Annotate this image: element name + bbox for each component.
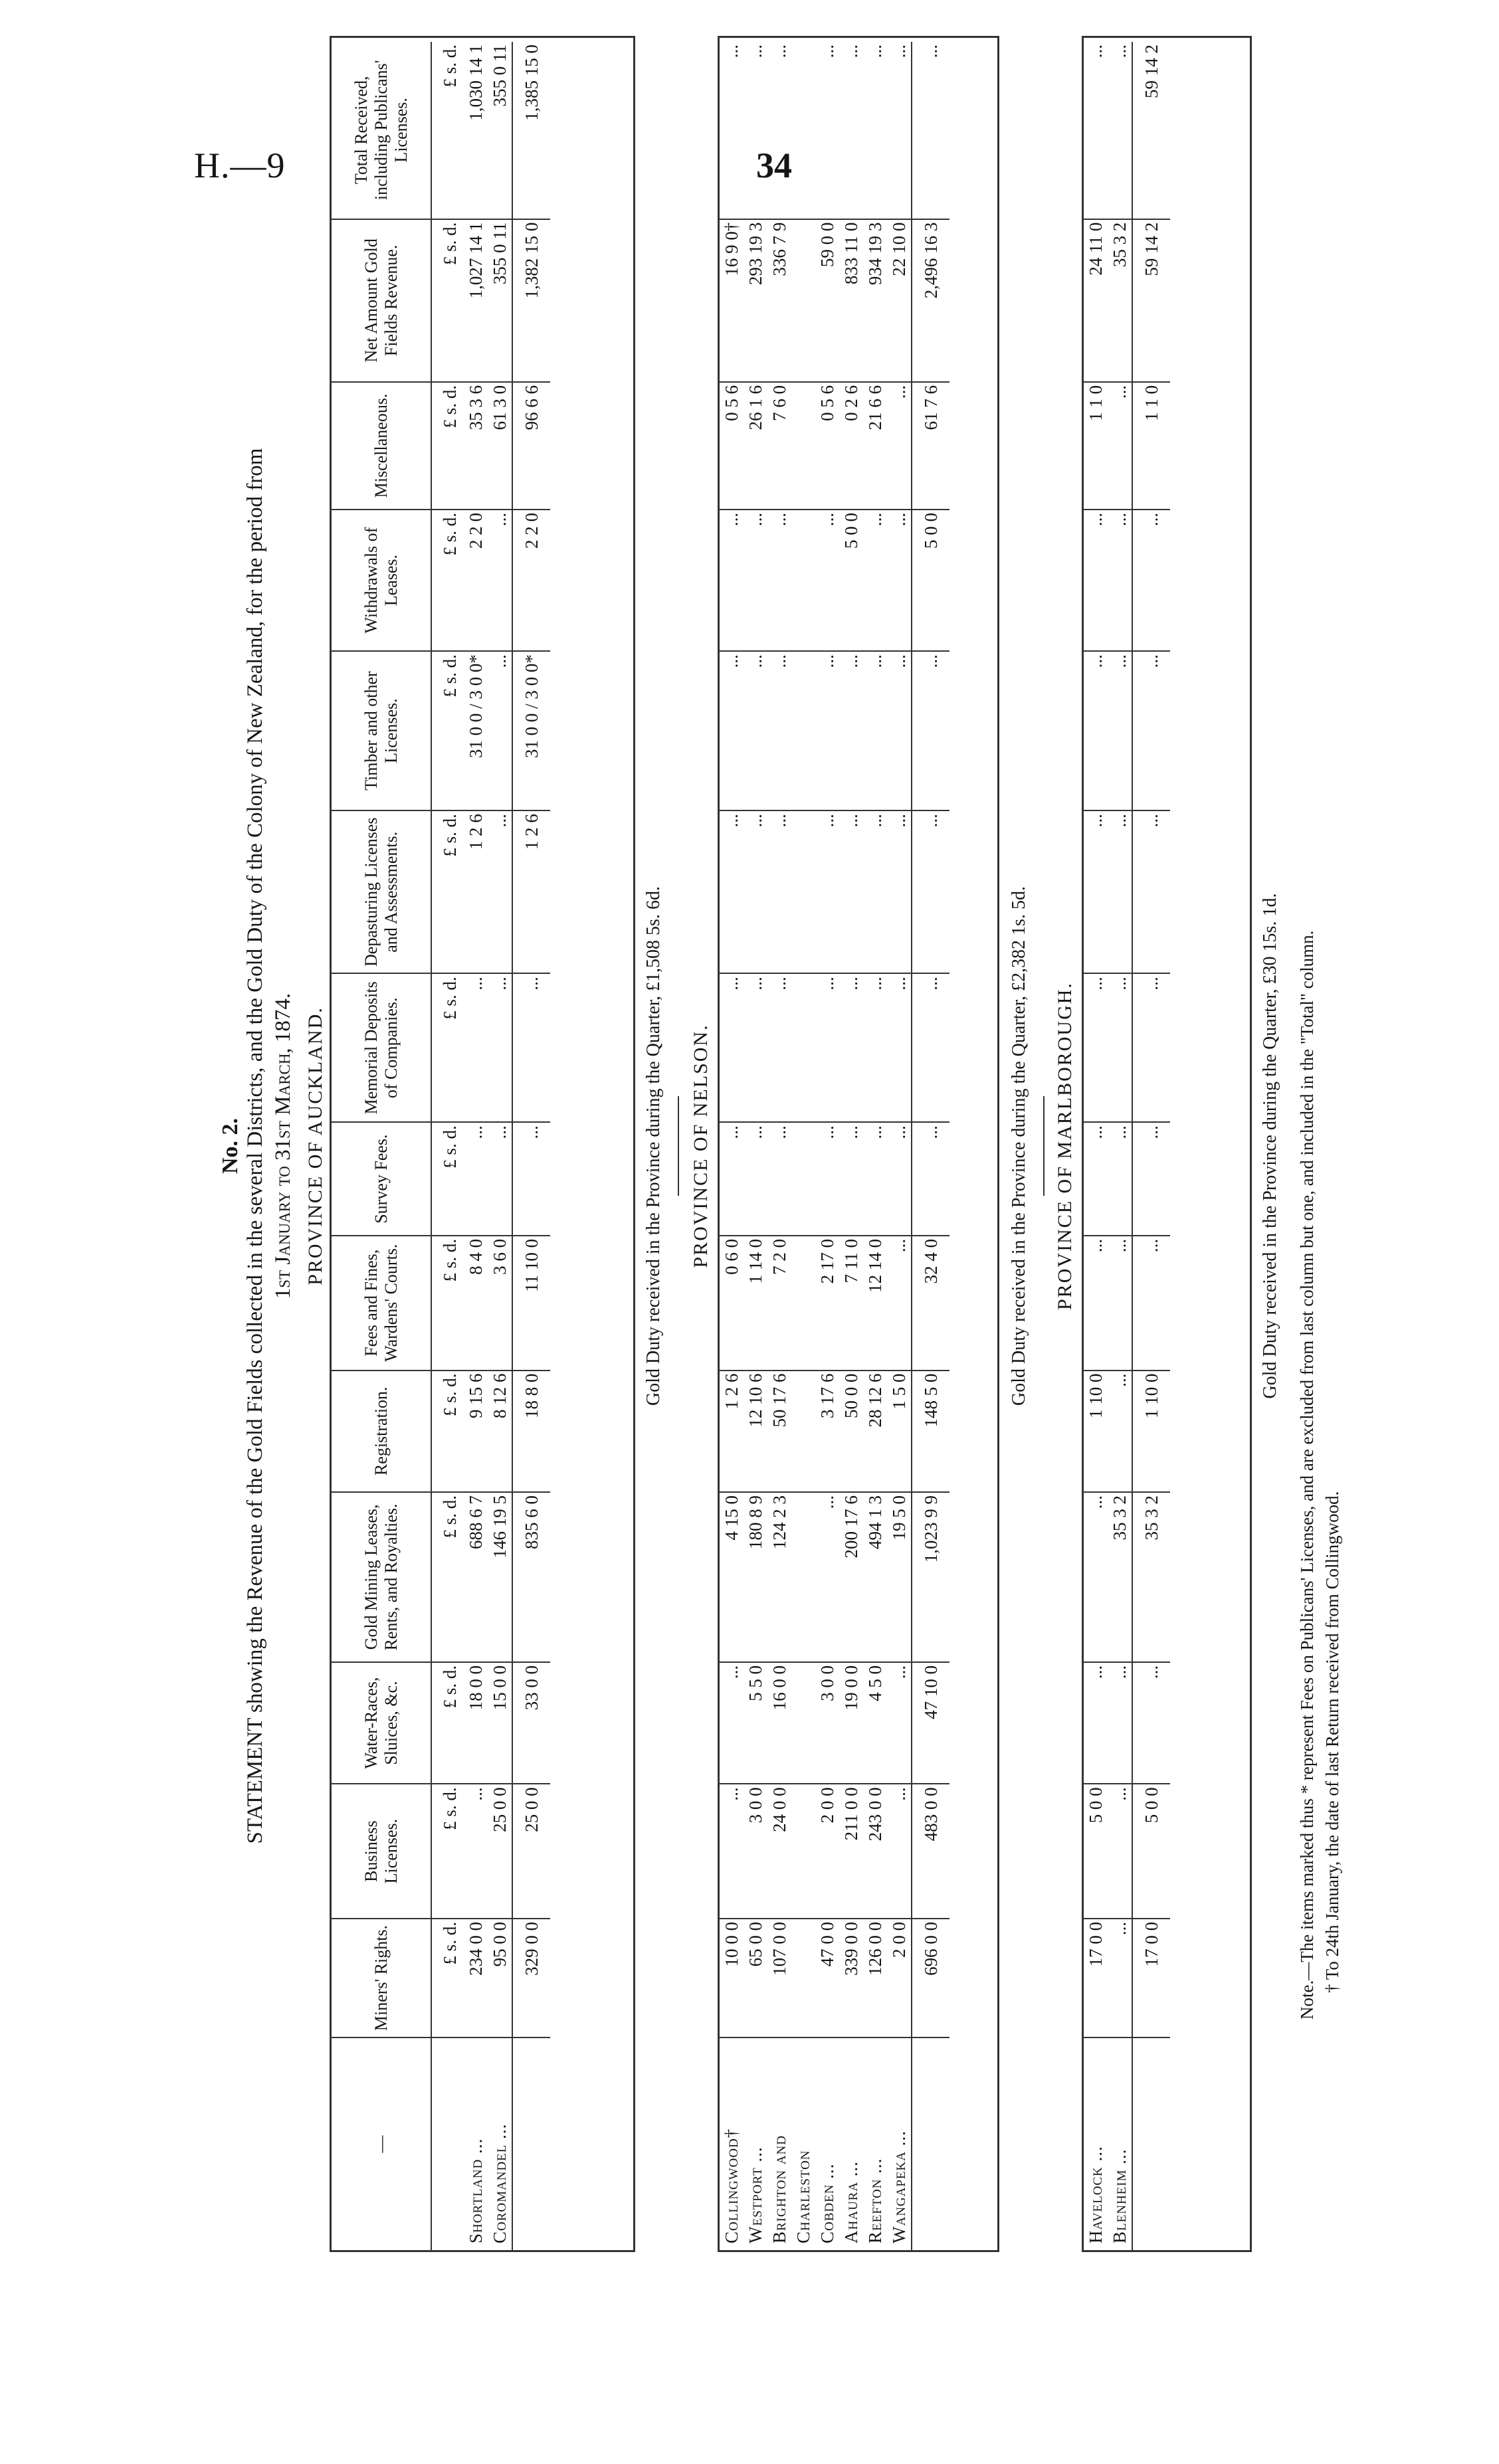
table-cell: ... <box>767 810 791 973</box>
table-row <box>1084 42 1108 2250</box>
table-cell: £ s. d. <box>440 45 460 88</box>
table-cell: ... <box>887 810 912 973</box>
table-cell: 31 0 0 / 3 0 0* <box>512 651 550 810</box>
district-name <box>912 2038 949 2250</box>
table-cell: 1,023 9 9 <box>912 1492 949 1662</box>
table-cell: ... <box>464 973 488 1122</box>
table-cell: 1,382 15 0 <box>512 219 550 382</box>
table-cell: ... <box>744 651 767 810</box>
table-cell: ... <box>817 45 837 58</box>
table-cell: ... <box>887 1662 912 1784</box>
table-cell: 688 6 7 <box>464 1492 488 1662</box>
table-cell: ... <box>912 973 949 1122</box>
table-cell: ... <box>863 810 887 973</box>
table-cell: £ s. d. <box>431 973 464 1122</box>
table-cell <box>791 382 815 510</box>
table-cell: ... <box>720 1784 744 1919</box>
table-cell: ... <box>720 810 744 973</box>
table-cell: ... <box>865 45 885 58</box>
table-cell: ... <box>1108 1784 1132 1919</box>
table-row <box>464 42 488 2250</box>
table-cell: 5 0 0 <box>1084 1784 1108 1919</box>
statement-title-line2: 1st January to 31st March, 1874. <box>271 993 295 1299</box>
table-cell <box>791 510 815 651</box>
table-cell: 329 0 0 <box>512 1919 550 2038</box>
column-header: Timber and other Licenses. <box>332 651 431 810</box>
auckland-gold-duty: Gold Duty received in the Province during the Quarter, £1,508 5s. 6d. <box>643 886 664 1406</box>
table-cell: 12 10 6 <box>744 1371 767 1492</box>
table-cell: ... <box>1132 510 1170 651</box>
table-cell: 1 14 0 <box>744 1236 767 1371</box>
table-cell: ... <box>720 1122 744 1236</box>
total-row <box>512 42 550 2250</box>
table-cell: 2 17 0 <box>815 1236 839 1371</box>
table-cell: 483 0 0 <box>912 1784 949 1919</box>
auckland-heading: PROVINCE OF AUCKLAND. <box>304 1006 326 1285</box>
table-cell: ... <box>1084 1236 1108 1371</box>
table-cell: ... <box>488 651 512 810</box>
table-cell: 146 19 5 <box>488 1492 512 1662</box>
table-cell: ... <box>1084 1122 1108 1236</box>
units-row <box>431 42 464 2250</box>
table-cell: 33 0 0 <box>512 1662 550 1784</box>
district-name: Cobden ... <box>815 2038 839 2250</box>
district-name <box>1132 2038 1170 2250</box>
table-cell: 47 10 0 <box>912 1662 949 1784</box>
marlborough-heading: PROVINCE OF MARLBOROUGH. <box>1054 982 1076 1310</box>
table-cell: 25 0 0 <box>488 1784 512 1919</box>
table-cell: 1 10 0 <box>1084 1371 1108 1492</box>
table-cell: 11 10 0 <box>512 1236 550 1371</box>
table-cell: 47 0 0 <box>815 1919 839 2038</box>
table-cell: ... <box>1084 1492 1108 1662</box>
table-cell <box>791 219 815 382</box>
table-cell <box>791 651 815 810</box>
statement-title-line1: STATEMENT showing the Revenue of the Gold Fields collected in the several Districts, and the Gold Duty of the Colony of New Zealand, for the period from <box>243 448 267 1844</box>
table-cell: ... <box>746 45 765 58</box>
table-cell: ... <box>863 510 887 651</box>
district-name <box>512 2038 550 2250</box>
table-cell: 2,496 16 3 <box>912 219 949 382</box>
table-cell: 17 0 0 <box>1084 1919 1108 2038</box>
table-cell: ... <box>887 651 912 810</box>
district-name: Brighton and <box>767 2038 791 2250</box>
table-cell: ... <box>720 1662 744 1784</box>
district-name: Reefton ... <box>863 2038 887 2250</box>
table-cell: ... <box>912 42 949 219</box>
table-cell: 148 5 0 <box>912 1371 949 1492</box>
district-name: Shortland ... <box>464 2038 488 2250</box>
table-row <box>815 42 839 2250</box>
district-name: Coromandel ... <box>488 2038 512 2250</box>
table-cell: 3 6 0 <box>488 1236 512 1371</box>
table-cell: 355 0 11 <box>490 45 510 107</box>
table-cell: 2 0 0 <box>815 1784 839 1919</box>
table-cell: 5 0 0 <box>839 510 863 651</box>
nelson-heading: PROVINCE OF NELSON. <box>690 1024 712 1268</box>
table-cell: 19 5 0 <box>887 1492 912 1662</box>
table-cell: 18 8 0 <box>512 1371 550 1492</box>
table-cell: 59 0 0 <box>815 219 839 382</box>
table-cell: 1 5 0 <box>887 1371 912 1492</box>
table-cell: ... <box>488 973 512 1122</box>
table-cell <box>791 810 815 973</box>
table-cell: ... <box>1108 651 1132 810</box>
table-cell: ... <box>1084 510 1108 651</box>
table-cell: 336 7 9 <box>767 219 791 382</box>
footnote-publicans: Note.—The items marked thus * represent Fees on Publicans' Licenses, and are excluded from last column but one, and included in the "Total" column. <box>1297 930 1317 2020</box>
auckland-table <box>332 42 550 2250</box>
table-cell: ... <box>1108 1371 1132 1492</box>
table-cell: 28 12 6 <box>863 1371 887 1492</box>
marlborough-table <box>1084 42 1170 2250</box>
table-cell: 24 11 0 <box>1084 219 1108 382</box>
total-row <box>912 42 949 2250</box>
table-cell: 35 3 6 <box>464 382 488 510</box>
table-cell: 15 0 0 <box>488 1662 512 1784</box>
table-cell: 61 3 0 <box>488 382 512 510</box>
table-cell: 25 0 0 <box>512 1784 550 1919</box>
table-cell: ... <box>839 1122 863 1236</box>
table-cell: ... <box>1086 45 1106 58</box>
table-cell: ... <box>1132 1662 1170 1784</box>
table-cell: 4 15 0 <box>720 1492 744 1662</box>
table-cell: £ s. d. <box>431 1492 464 1662</box>
table-cell: 2 0 0 <box>887 1919 912 2038</box>
table-cell: ... <box>1132 810 1170 973</box>
divider <box>1043 1096 1045 1196</box>
table-cell <box>791 1236 815 1371</box>
table-cell: 180 8 9 <box>744 1492 767 1662</box>
table-cell: ... <box>744 510 767 651</box>
divider <box>678 1096 679 1196</box>
table-cell: £ s. d. <box>431 1122 464 1236</box>
column-header: Fees and Fines, Wardens' Courts. <box>332 1236 431 1371</box>
table-cell: ... <box>815 1492 839 1662</box>
column-header: Business Licenses. <box>332 1784 431 1919</box>
table-cell: 243 0 0 <box>863 1784 887 1919</box>
table-cell: 5 5 0 <box>744 1662 767 1784</box>
table-cell: 8 12 6 <box>488 1371 512 1492</box>
table-cell <box>791 1371 815 1492</box>
table-cell: ... <box>887 510 912 651</box>
rotated-statement <box>178 20 1494 2272</box>
table-cell: ... <box>839 810 863 973</box>
table-cell: 22 10 0 <box>887 219 912 382</box>
table-cell: ... <box>1132 1236 1170 1371</box>
table-cell <box>791 42 815 219</box>
table-cell: ... <box>839 651 863 810</box>
marlborough-gold-duty: Gold Duty received in the Province during the Quarter, £30 15s. 1d. <box>1260 893 1280 1399</box>
table-cell: 96 6 6 <box>512 382 550 510</box>
table-cell <box>791 973 815 1122</box>
table-row <box>863 42 887 2250</box>
table-cell: ... <box>744 810 767 973</box>
table-cell: ... <box>512 973 550 1122</box>
table-cell: 12 14 0 <box>863 1236 887 1371</box>
table-cell: 4 5 0 <box>863 1662 887 1784</box>
district-name: Wangapeka ... <box>887 2038 912 2250</box>
district-name: Collingwood† <box>720 2038 744 2250</box>
table-cell: 18 0 0 <box>464 1662 488 1784</box>
table-cell: £ s. d. <box>431 1919 464 2038</box>
table-row <box>488 42 512 2250</box>
table-cell: ... <box>767 651 791 810</box>
table-cell: 200 17 6 <box>839 1492 863 1662</box>
table-cell: ... <box>1084 810 1108 973</box>
table-cell: 32 4 0 <box>912 1236 949 1371</box>
table-cell: ... <box>887 973 912 1122</box>
table-row <box>720 42 744 2250</box>
table-cell: ... <box>887 1122 912 1236</box>
column-header: Miscellaneous. <box>332 382 431 510</box>
table-cell: 0 6 0 <box>720 1236 744 1371</box>
table-cell: ... <box>887 1784 912 1919</box>
table-cell: ... <box>1108 1662 1132 1784</box>
table-cell: ... <box>1108 382 1132 510</box>
table-cell: 31 0 0 / 3 0 0* <box>464 651 488 810</box>
table-cell: ... <box>769 45 789 58</box>
table-cell: ... <box>464 1784 488 1919</box>
table-row <box>1108 42 1132 2250</box>
table-cell: 1 1 0 <box>1132 382 1170 510</box>
table-cell: ... <box>767 510 791 651</box>
table-cell: 95 0 0 <box>488 1919 512 2038</box>
table-cell: 339 0 0 <box>839 1919 863 2038</box>
district-name: Ahaura ... <box>839 2038 863 2250</box>
table-cell: 355 0 11 <box>488 219 512 382</box>
column-header: Miners' Rights. <box>332 1919 431 2038</box>
table-cell: 126 0 0 <box>863 1919 887 2038</box>
table-cell: ... <box>815 810 839 973</box>
table-cell: ... <box>720 973 744 1122</box>
table-cell: ... <box>1108 1122 1132 1236</box>
table-cell: ... <box>1084 973 1108 1122</box>
table-cell: 59 14 2 <box>1132 219 1170 382</box>
table-cell: 234 0 0 <box>464 1919 488 2038</box>
document-number: No. 2. <box>218 1117 243 1175</box>
table-cell: 0 5 6 <box>815 382 839 510</box>
table-cell: 3 17 6 <box>815 1371 839 1492</box>
table-cell: 50 17 6 <box>767 1371 791 1492</box>
table-cell: 2 2 0 <box>464 510 488 651</box>
table-cell: ... <box>912 810 949 973</box>
table-cell: 833 11 0 <box>839 219 863 382</box>
table-cell: ... <box>488 510 512 651</box>
column-header: Registration. <box>332 1371 431 1492</box>
table-cell: 7 11 0 <box>839 1236 863 1371</box>
footnote-collingwood: † To 24th January, the date of last Return received from Collingwood. <box>1322 1491 1342 1993</box>
table-cell <box>791 1122 815 1236</box>
table-cell: ... <box>767 1122 791 1236</box>
column-header: Depasturing Licenses and Assessments. <box>332 810 431 973</box>
table-row <box>887 42 912 2250</box>
table-cell: 35 3 2 <box>1108 1492 1132 1662</box>
table-cell: 26 1 6 <box>744 382 767 510</box>
table-cell: 696 0 0 <box>912 1919 949 2038</box>
table-cell <box>791 1784 815 1919</box>
table-cell: £ s. d. <box>431 1784 464 1919</box>
table-cell: ... <box>912 1122 949 1236</box>
page-number: 34 <box>756 145 792 185</box>
column-header: Net Amount Gold Fields Revenue. <box>332 219 431 382</box>
table-cell: 1,385 15 0 <box>512 42 550 219</box>
table-cell: ... <box>1084 651 1108 810</box>
district-name <box>431 2038 464 2250</box>
column-header: Total Received, including Publicans' Licenses. <box>332 42 431 219</box>
table-cell: ... <box>488 1122 512 1236</box>
table-cell: 3 0 0 <box>744 1784 767 1919</box>
table-cell: 211 0 0 <box>839 1784 863 1919</box>
table-cell: 0 2 6 <box>839 382 863 510</box>
table-cell: ... <box>1108 1236 1132 1371</box>
table-cell: £ s. d. <box>431 510 464 651</box>
table-cell: 3 0 0 <box>815 1662 839 1784</box>
table-cell: 494 1 3 <box>863 1492 887 1662</box>
table-cell <box>791 1919 815 2038</box>
table-cell: ... <box>744 973 767 1122</box>
table-row <box>744 42 767 2250</box>
table-cell: ... <box>464 1122 488 1236</box>
table-cell: ... <box>1108 510 1132 651</box>
table-row <box>767 42 791 2250</box>
table-cell: £ s. d. <box>431 382 464 510</box>
district-name: Westport ... <box>744 2038 767 2250</box>
table-cell: ... <box>1108 810 1132 973</box>
column-header: — <box>332 2038 431 2250</box>
table-cell: ... <box>1108 1919 1132 2038</box>
table-cell: 1 1 0 <box>1084 382 1108 510</box>
table-cell: ... <box>815 973 839 1122</box>
column-header: Survey Fees. <box>332 1122 431 1236</box>
table-cell: ... <box>841 45 861 58</box>
table-cell: ... <box>887 382 912 510</box>
table-cell: £ s. d. <box>431 219 464 382</box>
table-cell: 1,030 14 1 <box>466 45 486 121</box>
table-cell: 35 3 2 <box>1132 1492 1170 1662</box>
page-reference: H.—9 <box>194 145 286 185</box>
table-cell: ... <box>720 651 744 810</box>
table-cell: 293 19 3 <box>744 219 767 382</box>
table-cell: 17 0 0 <box>1132 1919 1170 2038</box>
table-cell: 21 6 6 <box>863 382 887 510</box>
table-cell: ... <box>815 1122 839 1236</box>
total-row <box>1132 42 1170 2250</box>
table-cell: 7 6 0 <box>767 382 791 510</box>
district-name: Blenheim ... <box>1108 2038 1132 2250</box>
table-cell: 19 0 0 <box>839 1662 863 1784</box>
table-cell: ... <box>512 1122 550 1236</box>
table-row <box>791 42 815 2250</box>
table-cell: ... <box>863 651 887 810</box>
table-cell: 10 0 0 <box>720 1919 744 2038</box>
table-cell: ... <box>1110 45 1130 58</box>
table-cell: 1 10 0 <box>1132 1371 1170 1492</box>
table-cell: ... <box>720 510 744 651</box>
table-cell: 934 19 3 <box>863 219 887 382</box>
table-cell: ... <box>863 973 887 1122</box>
table-cell: £ s. d. <box>431 1236 464 1371</box>
table-cell: 35 3 2 <box>1108 219 1132 382</box>
table-cell: £ s. d. <box>431 651 464 810</box>
table-cell: £ s. d. <box>431 1662 464 1784</box>
column-header: Memorial Deposits of Companies. <box>332 973 431 1122</box>
column-header: Withdrawals of Leases. <box>332 510 431 651</box>
table-cell: 1 2 6 <box>720 1371 744 1492</box>
table-cell: 5 0 0 <box>1132 1784 1170 1919</box>
table-cell: 835 6 0 <box>512 1492 550 1662</box>
table-cell <box>791 1662 815 1784</box>
table-cell: ... <box>744 1122 767 1236</box>
table-cell: ... <box>839 973 863 1122</box>
table-row <box>839 42 863 2250</box>
nelson-gold-duty: Gold Duty received in the Province during the Quarter, £2,382 1s. 5d. <box>1009 886 1029 1406</box>
nelson-table <box>720 42 949 2250</box>
table-cell: 124 2 3 <box>767 1492 791 1662</box>
table-cell: ... <box>722 45 742 58</box>
district-name: Charleston <box>791 2038 815 2250</box>
table-cell: 16 0 0 <box>767 1662 791 1784</box>
table-cell: ... <box>815 510 839 651</box>
table-cell: ... <box>767 973 791 1122</box>
table-cell: ... <box>1108 973 1132 1122</box>
table-cell: ... <box>488 810 512 973</box>
table-cell: 2 2 0 <box>512 510 550 651</box>
table-cell: £ s. d. <box>431 1371 464 1492</box>
table-cell: ... <box>889 45 909 58</box>
table-cell: 65 0 0 <box>744 1919 767 2038</box>
table-cell: £ s. d. <box>431 810 464 973</box>
table-cell: 107 0 0 <box>767 1919 791 2038</box>
table-cell: 50 0 0 <box>839 1371 863 1492</box>
table-cell: ... <box>1132 973 1170 1122</box>
table-cell: ... <box>815 651 839 810</box>
table-cell: 16 9 0† <box>720 219 744 382</box>
table-cell: 59 14 2 <box>1132 42 1170 219</box>
table-cell: 24 0 0 <box>767 1784 791 1919</box>
table-cell <box>791 1492 815 1662</box>
table-cell: 0 5 6 <box>720 382 744 510</box>
table-cell: 1 2 6 <box>464 810 488 973</box>
table-cell: 7 2 0 <box>767 1236 791 1371</box>
column-headers <box>332 42 431 2250</box>
table-cell: ... <box>887 1236 912 1371</box>
table-cell: 9 15 6 <box>464 1371 488 1492</box>
table-cell: 8 4 0 <box>464 1236 488 1371</box>
table-cell: 5 0 0 <box>912 510 949 651</box>
table-cell: 1 2 6 <box>512 810 550 973</box>
column-header: Gold Mining Leases, Rents, and Royalties. <box>332 1492 431 1662</box>
column-header: Water-Races, Sluices, &c. <box>332 1662 431 1784</box>
table-cell: ... <box>912 651 949 810</box>
table-cell: ... <box>1132 1122 1170 1236</box>
table-cell: ... <box>1132 651 1170 810</box>
table-cell: ... <box>863 1122 887 1236</box>
table-cell: 1,027 14 1 <box>464 219 488 382</box>
table-cell: ... <box>1084 1662 1108 1784</box>
table-cell: 61 7 6 <box>912 382 949 510</box>
district-name: Havelock ... <box>1084 2038 1108 2250</box>
